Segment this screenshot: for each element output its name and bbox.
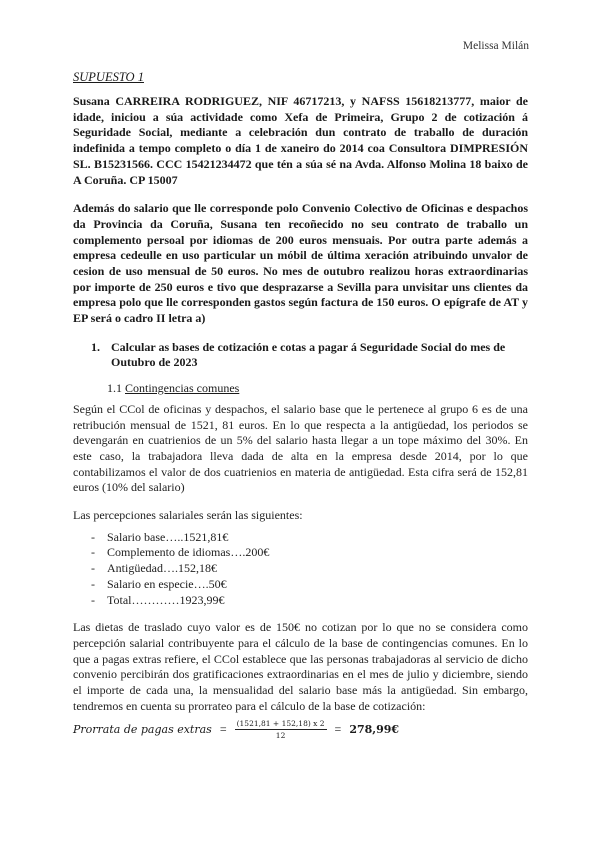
dietas-paragraph: Las dietas de traslado cuyo valor es de 150€ no cotizan por lo que no se considera como percepción salarial contribuyente para el cálculo de la base de contingencias comunes. En lo que a pagas extras refiere, el CCol establece que las personas trabajadoras al servicio de dicho convenio percibirán dos gratificaciones extraordinarias en el mes de julio y diciembre, siendo el importe de cada una, la mensualidad del salario base más la antigüedad. Sin embargo, tendremos en cuenta su prorrateo para el cálculo de la base de cotización: — [73, 620, 528, 713]
perceptions-intro: Las percepciones salariales serán las siguientes: — [73, 508, 303, 523]
intro-paragraph-2: Además do salario que lle corresponde polo Convenio Colectivo de Oficinas e despachos da Provincia da Coruña, Susana ten recoñecido no seu contrato de traballo un complemento persoal por idiomas de 200 euros mensuais. Por outra parte además a empresa cedeulle en uso particular un móbil de última xeración atribuindo unvalor de cesion de uso mensual de 50 euros. No mes de outubro realizou horas extraordinarias por importe de 250 euros e tivo que desprazarse a Sevilla para unvisitar uns clientes da empresa polo que lle corresponden gastos según factura de 150 euros. O epígrafe de AT y EP será o cadro II letra a) — [73, 201, 528, 326]
document-title: SUPUESTO 1 — [73, 70, 144, 84]
question-number: 1. — [91, 339, 100, 354]
prorrata-formula: Prorrata de pagas extras = $\frac{(1521,81 + 152,18) x 2}{12}$ = 278,99€ — [73, 718, 400, 740]
question-item — [91, 340, 528, 371]
question-text: Calcular as bases de cotización e cotas a pagar á Seguridade Social do mes de Outubro de 2023 — [111, 339, 506, 370]
formula-denominator: 12 — [275, 730, 286, 740]
perceptions-list — [73, 530, 528, 609]
subsection-heading — [107, 381, 528, 396]
formula-lhs: Prorrata de pagas extras — [73, 722, 212, 736]
subsection-number: 1.1 — [107, 380, 122, 395]
list-item: - Antigüedad….152,18€ — [91, 561, 217, 576]
formula-result: 278,99€ — [349, 722, 400, 736]
intro-paragraph-1: Susana CARREIRA RODRIGUEZ, NIF 46717213, y NAFSS 15618213777, maior de idade, iniciou a súa actividade como Xefa de Primeira, Grupo 2 de cotización á Seguridade Social, mediante a celebración dun contrato de traballo de duración indefinida a tempo completo o día 1 de xaneiro do 2014 coa Consultora DIMPRESIÓN SL. B15231566. CCC 15421234472 que tén a súa sé na Avda. Alfonso Molina 18 baixo de A Coruña. CP 15007 — [73, 94, 528, 187]
list-item: - Total…………1923,99€ — [91, 592, 225, 607]
header-author: Melissa Milán — [462, 40, 529, 52]
subsection-title: Contingencias comunes — [125, 380, 240, 395]
list-item: - Salario en especie….50€ — [91, 576, 227, 591]
document-body — [73, 70, 528, 740]
list-item: - Salario base…..1521,81€ — [91, 529, 229, 544]
list-item: - Complemento de idiomas….200€ — [91, 545, 270, 560]
formula-fraction — [235, 719, 327, 740]
formula-numerator: (1521,81 + 152,18) x 2 — [236, 718, 325, 728]
salary-paragraph: Según el CCol de oficinas y despachos, el salario base que le pertenece al grupo 6 es de una retribución mensual de 1521, 81 euros. En lo que respecta a la antigüedad, los periodos se devengarán en cuatrienios de un 5% del salario hasta llegar a un tope máximo del 30%. En este caso, la trabajadora lleva dada de alta en la empresa desde 2014, por lo que contabilizamos el valor de dos cuatrienios en materia de antigüedad. Esta cifra será de 152,81 euros (10% del salario) — [73, 401, 528, 495]
